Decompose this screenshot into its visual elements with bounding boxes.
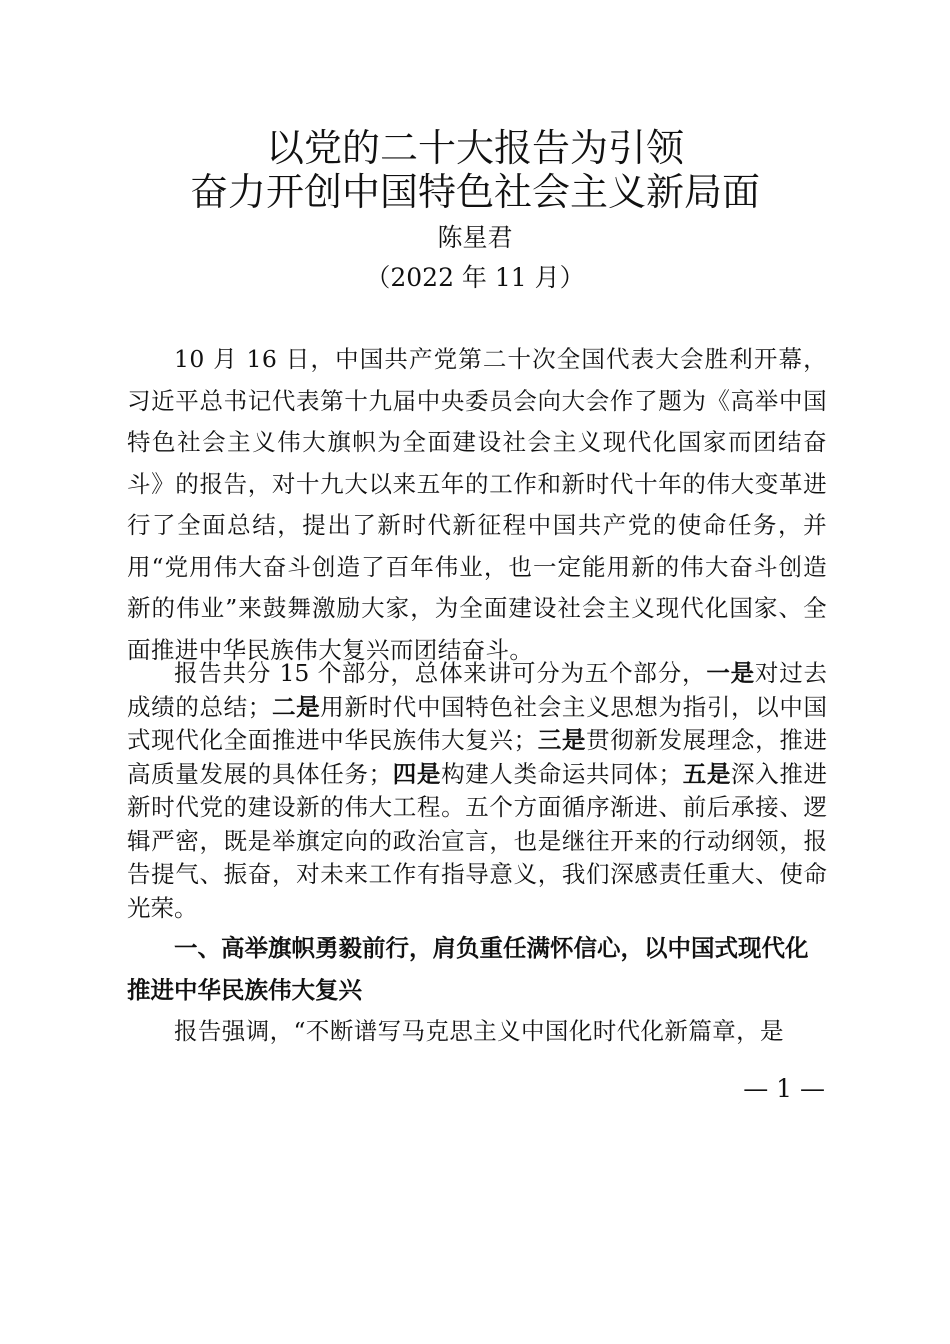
paragraph-3: 报告强调，“不断谱写马克思主义中国化时代化新篇章，是 (174, 1017, 784, 1045)
document-title-line-1: 以党的二十大报告为引领 (265, 126, 684, 170)
point-1-text: 对过去成绩的总结； (127, 659, 828, 721)
paragraph-2-intro: 报告共分 15 个部分，总体来讲可分为五个部分， (174, 659, 707, 687)
section-heading-1: 一、高举旗帜勇毅前行，肩负重任满怀信心，以中国式现代化推进中华民族伟大复兴 (127, 934, 809, 1004)
keyword-first: 一是 (706, 659, 755, 687)
point-3-text: 贯彻新发展理念，推进高质量发展的具体任务； (127, 726, 828, 788)
keyword-third: 三是 (537, 726, 587, 754)
page-number: — 1 — (743, 1074, 825, 1103)
point-5-text: 深入推进新时代党的建设新的伟大工程。五个方面循序渐进、前后承接、逻辑严密，既是举旗定向的政治宣言，也是继往开来的行动纲领，报告提气、振奋，对未来工作有指导意义，我们深感责任重大、使命光荣。 (127, 759, 828, 922)
paragraph-1: 10 月 16 日，中国共产党第二十次全国代表大会胜利开幕，习近平总书记代表第十九届中央委员会向大会作了题为《高举中国特色社会主义伟大旗帜为全面建设社会主义现代化国家而团结奋斗》的报告，对十九大以来五年的工作和新时代十年的伟大变革进行了全面总结，提出了新时代新征程中国共产党的使命任务，并用“党用伟大奋斗创造了百年伟业，也一定能用新的伟大奋斗创造新的伟业”来鼓舞激励大家，为全面建设社会主义现代化国家、全面推进中华民族伟大复兴而团结奋斗。 (127, 345, 827, 664)
keyword-fourth: 四是 (392, 759, 442, 788)
keyword-fifth: 五是 (682, 759, 732, 788)
point-4-text: 构建人类命运共同体； (441, 759, 683, 788)
paragraph-2 (127, 657, 827, 925)
keyword-second: 二是 (271, 692, 321, 721)
author-name: 陈星君 (437, 223, 513, 252)
document-title-line-2: 奋力开创中国特色社会主义新局面 (189, 170, 760, 214)
point-2-text: 用新时代中国特色社会主义思想为指引，以中国式现代化全面推进中华民族伟大复兴； (127, 692, 828, 754)
publication-date: （2022 年 11 月） (365, 263, 585, 292)
